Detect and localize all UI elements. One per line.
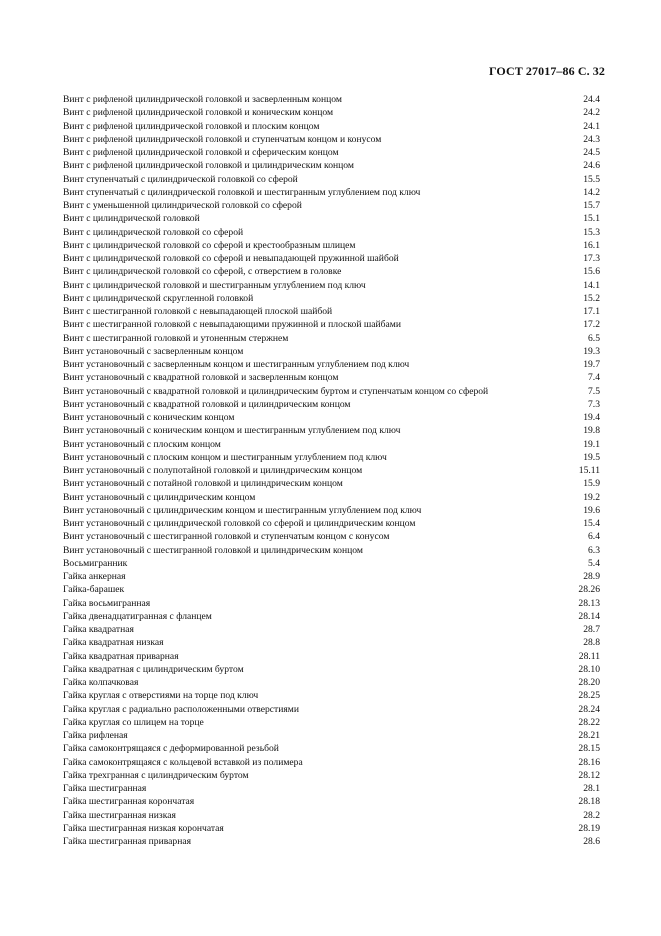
entry-reference: 28.18 [578,796,600,808]
entry-term: Винт установочный с квадратной головкой и цилиндрическим концом [63,398,351,410]
entry-term: Винт с рифленой цилиндрической головкой и ступенчатым концом и конусом [63,133,382,145]
index-entry [63,835,600,848]
index-entry [63,491,600,504]
entry-reference: 28.24 [578,703,600,715]
index-entry [63,345,600,358]
entry-term: Гайка круглая со шлицем на торце [63,716,204,728]
entry-term: Гайка шестигранная низкая [63,809,176,821]
entry-term: Винт с рифленой цилиндрической головкой и сферическим концом [63,147,339,158]
entry-reference: 28.1 [583,783,600,794]
index-entry [63,186,600,199]
index-entry [63,106,600,119]
index-entry [63,332,600,345]
entry-reference: 19.5 [583,451,600,463]
term-index-list [63,93,600,848]
entry-reference: 24.1 [583,120,600,132]
entry-reference: 24.6 [583,160,600,172]
entry-reference: 16.1 [583,239,600,251]
entry-reference: 17.2 [583,319,600,331]
index-entry [63,226,600,239]
entry-reference: 19.6 [583,504,600,516]
index-entry [63,424,600,437]
entry-reference: 28.2 [583,809,600,821]
entry-term: Винт установочный с коническим концом [63,412,235,423]
entry-reference: 24.4 [583,94,600,105]
entry-reference: 24.2 [583,107,600,119]
index-entry [63,358,600,371]
entry-reference: 28.13 [578,597,600,609]
index-entry [63,252,600,265]
index-entry [63,451,600,464]
entry-term: Гайка шестигранная низкая корончатая [63,822,224,834]
index-entry [63,676,600,689]
entry-reference: 19.1 [583,438,600,450]
index-entry [63,292,600,305]
index-entry [63,212,600,225]
entry-reference: 28.26 [578,584,600,596]
index-entry [63,464,600,477]
entry-term: Винт с рифленой цилиндрической головкой и коническим концом [63,107,334,119]
index-entry [63,305,600,318]
entry-term: Винт с цилиндрической головкой и шестигранным углублением под ключ [63,279,366,291]
entry-term: Винт ступенчатый с цилиндрической головкой со сферой [63,173,298,185]
index-entry [63,544,600,557]
index-entry [63,689,600,702]
entry-reference: 28.21 [578,730,600,741]
index-entry [63,756,600,769]
entry-reference: 17.3 [583,253,600,264]
entry-term: Винт с уменьшенной цилиндрической головкой со сферой [63,200,302,211]
index-entry [63,93,600,106]
entry-term: Винт установочный с цилиндрическим концом и шестигранным углублением под ключ [63,504,422,516]
index-entry [63,517,600,530]
index-entry [63,318,600,331]
index-entry [63,742,600,755]
entry-term: Винт с шестигранной головкой с невыпадающей плоской шайбой [63,306,333,317]
index-entry [63,650,600,663]
index-entry [63,597,600,610]
entry-term: Винт установочный с шестигранной головкой и ступенчатым концом с конусом [63,531,390,543]
entry-term: Гайка-барашек [63,584,125,596]
entry-term: Винт установочный с плоским концом и шестигранным углублением под ключ [63,451,387,463]
index-entry [63,173,600,186]
entry-term: Винт с цилиндрической головкой со сферой [63,226,244,238]
index-entry [63,411,600,424]
entry-reference: 7.4 [588,372,600,384]
entry-reference: 28.11 [578,650,600,662]
entry-reference: 15.2 [583,292,600,304]
index-entry [63,809,600,822]
entry-reference: 7.5 [588,385,600,397]
index-entry [63,703,600,716]
entry-reference: 15.6 [583,266,600,278]
index-entry [63,610,600,623]
page-header: ГОСТ 27017–86 С. 32 [488,64,605,78]
entry-term: Гайка трехгранная с цилиндрическим буртом [63,769,249,781]
index-entry [63,530,600,543]
index-entry [63,583,600,596]
entry-term: Винт установочный с коническим концом и шестигранным углублением под ключ [63,425,401,437]
entry-term: Винт установочный с потайной головкой и цилиндрическим концом [63,478,343,490]
entry-reference: 19.4 [583,412,600,423]
entry-term: Гайка анкерная [63,571,126,582]
index-entry [63,120,600,133]
entry-term: Винт с рифленой цилиндрической головкой и плоским концом [63,120,320,132]
index-entry [63,199,600,212]
entry-term: Винт установочный с шестигранной головкой и цилиндрическим концом [63,544,363,556]
entry-reference: 15.7 [583,200,600,211]
entry-reference: 19.3 [583,345,600,357]
index-entry [63,133,600,146]
entry-reference: 15.9 [583,478,600,490]
index-entry [63,438,600,451]
entry-term: Винт установочный с цилиндрической головкой со сферой и цилиндрическим концом [63,518,416,529]
entry-term: Винт с цилиндрической головкой [63,213,200,225]
entry-reference: 28.6 [583,836,600,847]
entry-reference: 15.4 [583,518,600,529]
entry-term: Винт установочный с квадратной головкой и засверленным концом [63,372,339,384]
entry-reference: 28.22 [578,716,600,728]
entry-term: Гайка круглая с отверстиями на торце под ключ [63,690,259,702]
entry-term: Гайка двенадцатигранная с фланцем [63,610,212,622]
entry-reference: 19.2 [583,491,600,503]
entry-term: Гайка круглая с радиально расположенными отверстиями [63,703,300,715]
entry-reference: 19.7 [583,359,600,370]
index-entry [63,623,600,636]
index-entry [63,385,600,398]
index-entry [63,663,600,676]
entry-reference: 28.20 [578,677,600,688]
index-entry [63,570,600,583]
entry-term: Гайка колпачковая [63,677,139,688]
entry-reference: 28.16 [578,756,600,768]
index-entry [63,795,600,808]
entry-term: Винт с рифленой цилиндрической головкой и цилиндрическим концом [63,160,354,172]
index-entry [63,822,600,835]
entry-term: Винт ступенчатый с цилиндрической головкой и шестигранным углублением под ключ [63,186,421,198]
entry-term: Винт установочный с квадратной головкой и цилиндрическим буртом и ступенчатым концом со сферой [63,385,489,397]
entry-term: Винт установочный с засверленным концом и шестигранным углублением под ключ [63,359,410,370]
entry-reference: 28.8 [583,637,600,649]
entry-reference: 6.5 [588,332,600,344]
index-entry [63,729,600,742]
entry-term: Винт с цилиндрической головкой со сферой и невыпадающей пружинной шайбой [63,253,399,264]
entry-reference: 17.1 [583,306,600,317]
entry-reference: 14.1 [583,279,600,291]
entry-reference: 28.9 [583,571,600,582]
entry-term: Гайка квадратная с цилиндрическим буртом [63,663,244,675]
entry-reference: 24.5 [583,147,600,158]
index-entry [63,782,600,795]
entry-reference: 6.4 [588,531,600,543]
entry-reference: 28.10 [578,663,600,675]
entry-term: Винт с рифленой цилиндрической головкой и засверленным концом [63,94,342,105]
entry-term: Гайка шестигранная [63,783,147,794]
entry-term: Винт установочный с засверленным концом [63,345,244,357]
entry-reference: 28.19 [578,822,600,834]
entry-reference: 28.25 [578,690,600,702]
entry-term: Гайка шестигранная приварная [63,836,191,847]
entry-term: Гайка квадратная [63,624,134,635]
index-entry [63,371,600,384]
index-entry [63,239,600,252]
entry-reference: 5.4 [588,557,600,569]
entry-reference: 28.14 [578,610,600,622]
entry-term: Гайка самоконтрящаяся с кольцевой вставкой из полимера [63,756,303,768]
entry-term: Винт с цилиндрической головкой со сферой и крестообразным шлицем [63,239,356,251]
entry-term: Гайка рифленая [63,730,128,741]
entry-reference: 15.3 [583,226,600,238]
entry-term: Винт установочный с цилиндрическим концом [63,491,256,503]
entry-term: Восьмигранник [63,557,128,569]
index-entry [63,146,600,159]
entry-reference: 7.3 [588,398,600,410]
entry-term: Винт установочный с полупотайной головкой и цилиндрическим концом [63,465,363,476]
entry-term: Гайка шестигранная корончатая [63,796,195,808]
index-entry [63,557,600,570]
index-entry [63,265,600,278]
entry-reference: 28.12 [578,769,600,781]
entry-term: Винт с цилиндрической скругленной головкой [63,292,254,304]
entry-term: Гайка самоконтрящаяся с деформированной резьбой [63,743,279,755]
index-entry [63,504,600,517]
entry-reference: 28.15 [578,743,600,755]
entry-term: Винт установочный с плоским концом [63,438,221,450]
entry-reference: 6.3 [588,544,600,556]
entry-reference: 19.8 [583,425,600,437]
entry-reference: 24.3 [583,133,600,145]
entry-reference: 28.7 [583,624,600,635]
entry-reference: 14.2 [583,186,600,198]
index-entry [63,716,600,729]
index-entry [63,769,600,782]
index-entry [63,636,600,649]
index-entry [63,398,600,411]
index-entry [63,477,600,490]
entry-reference: 15.11 [578,465,600,476]
index-entry [63,279,600,292]
entry-term: Винт с цилиндрической головкой со сферой, с отверстием в головке [63,266,342,278]
entry-term: Гайка квадратная приварная [63,650,179,662]
entry-term: Винт с шестигранной головкой и утоненным стержнем [63,332,289,344]
entry-term: Гайка восьмигранная [63,597,151,609]
index-entry [63,159,600,172]
entry-term: Винт с шестигранной головкой с невыпадающими пружинной и плоской шайбами [63,319,402,331]
entry-term: Гайка квадратная низкая [63,637,164,649]
entry-reference: 15.1 [583,213,600,225]
entry-reference: 15.5 [583,173,600,185]
